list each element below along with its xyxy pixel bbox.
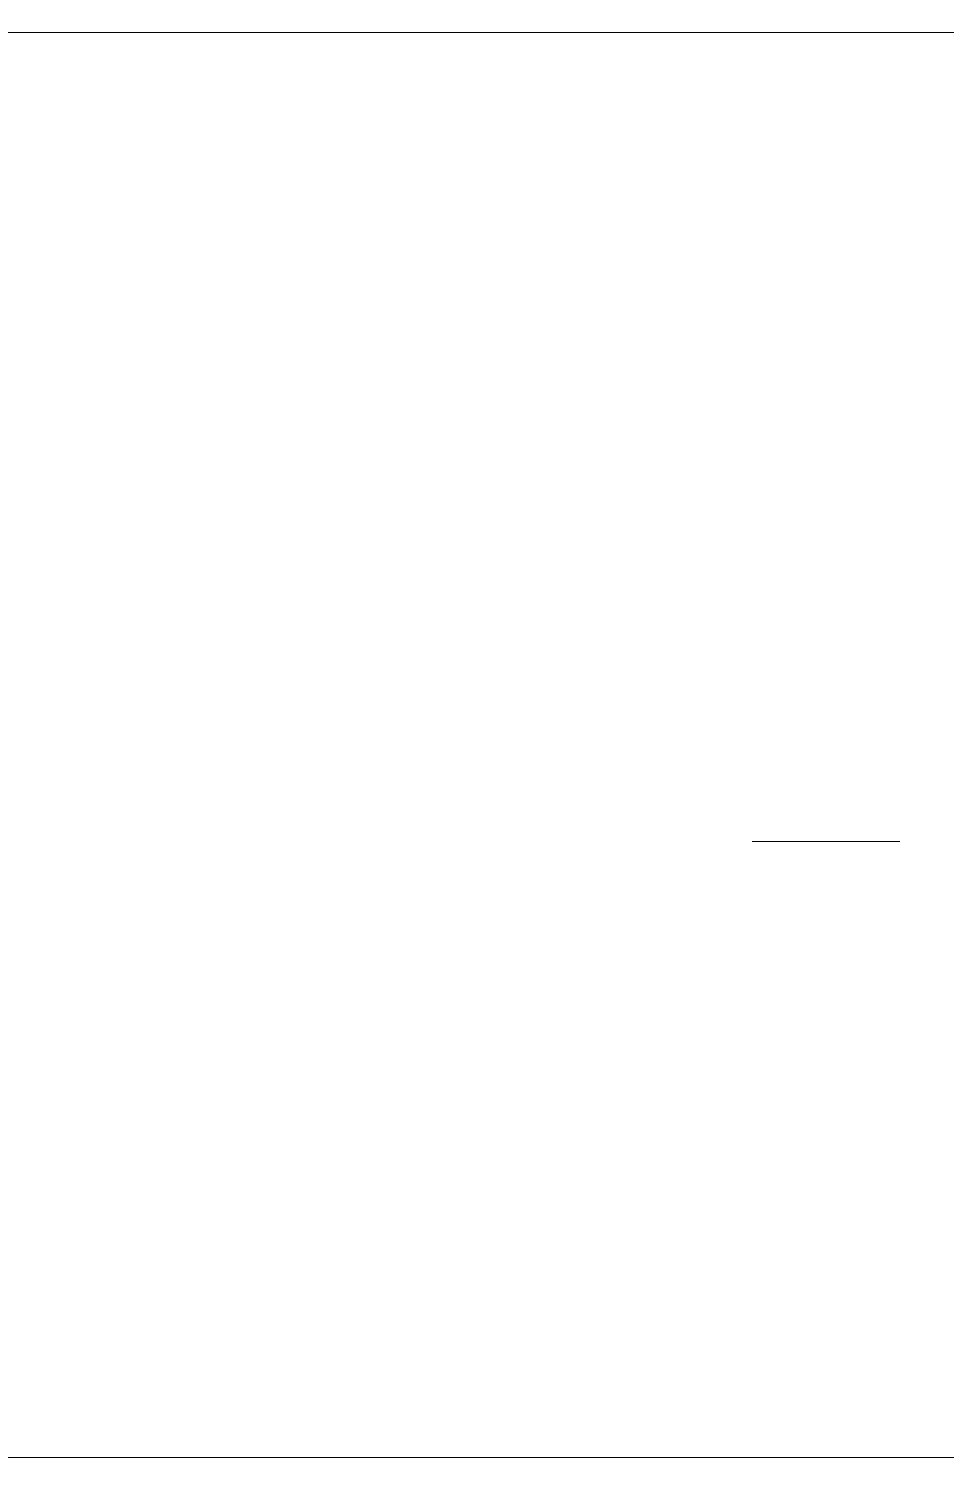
header-divider [8, 32, 954, 33]
footer-divider [8, 1457, 954, 1458]
floor-sum-line [752, 841, 900, 842]
